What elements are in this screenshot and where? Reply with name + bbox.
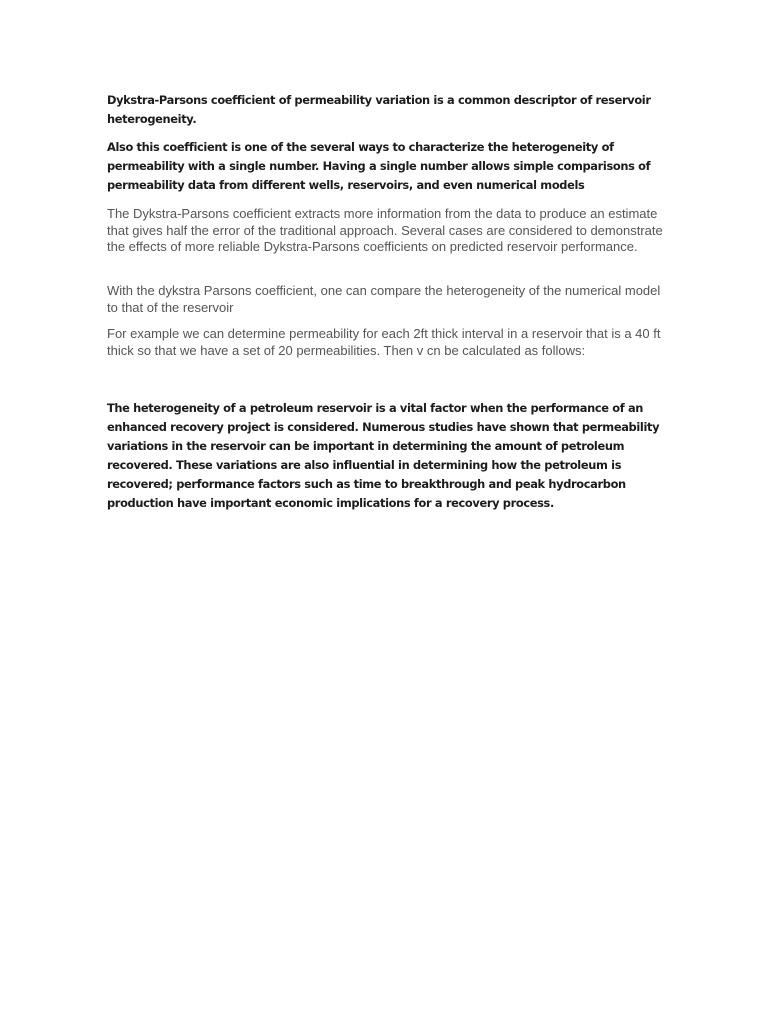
paragraph-example: For example we can determine permeability for each 2ft thick interval in a reservoir that is a 40 ft thick so that we have a set of 20 permeabilities. Then v cn be calculated as follows: xyxy=(107,326,661,358)
paragraph-single-number: Also this coefficient is one of the several ways to characterize the heterogeneity of permeability with a single number. Having a single number allows simple comparisons of permeability data from different wells, reservoirs, and even numerical models xyxy=(107,140,651,192)
paragraph-intro: Dykstra-Parsons coefficient of permeability variation is a common descriptor of reservoir heterogeneity. xyxy=(107,93,651,126)
paragraph-heterogeneity: The heterogeneity of a petroleum reservoir is a vital factor when the performance of an enhanced recovery project is considered. Numerous studies have shown that permeability variations in the reservoir can be important in determining the amount of petroleum recovered. These variations are also influential in determining how the petroleum is recovered; performance factors such as time to breakthrough and peak hydrocarbon production have important economic implications for a recovery process. xyxy=(107,401,660,510)
paragraph-compare: With the dykstra Parsons coefficient, one can compare the heterogeneity of the numerical model to that of the reservoir xyxy=(107,283,661,315)
paragraph-estimate: The Dykstra-Parsons coefficient extracts more information from the data to produce an estimate that gives half the error of the traditional approach. Several cases are considered to demonstrate the effects of more reliable Dykstra-Parsons coefficients on predicted reservoir performance. xyxy=(107,206,663,254)
